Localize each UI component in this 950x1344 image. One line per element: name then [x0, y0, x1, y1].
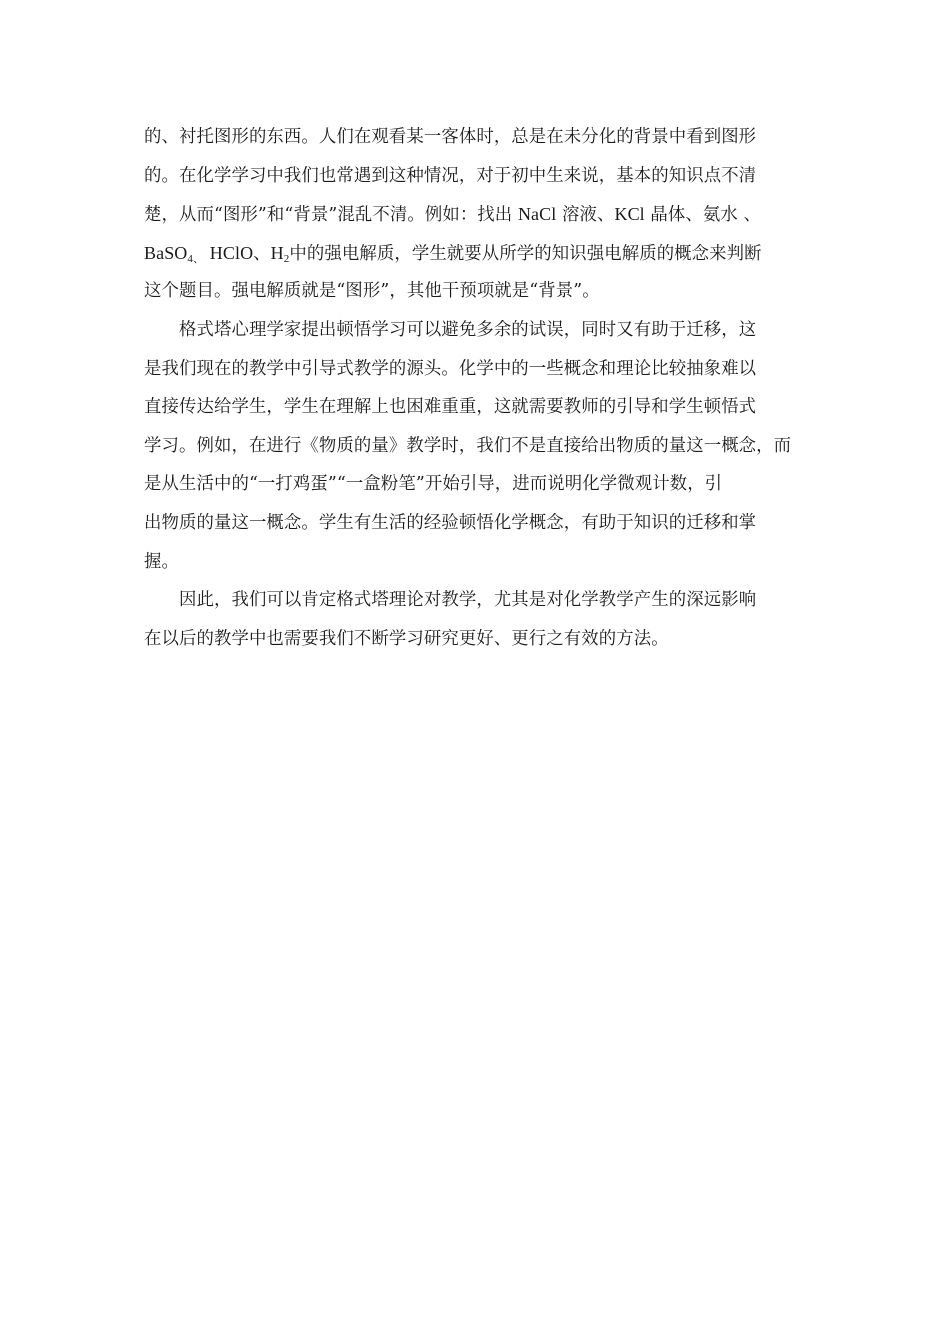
- paragraph-3-line-2: 在以后的教学中也需要我们不断学习研究更好、更行之有效的方法。: [144, 628, 669, 649]
- separator: 、: [253, 243, 271, 264]
- formula-baso4: BaSO: [144, 242, 188, 263]
- formula-hclo: HClO: [209, 242, 254, 263]
- paragraph-2-line-3: 直接传达给学生，学生在理解上也困难重重，这就需要教师的引导和学生顿悟式: [144, 397, 757, 418]
- paragraph-2-line-7: 握。: [144, 551, 179, 572]
- text-run: 楚，从而“图形”和“背景”混乱不清。例如：找出: [144, 205, 513, 226]
- paragraph-1-line-4: [144, 234, 810, 273]
- text-run: 格式塔心理学家提出顿悟学习可以避免多余的试误，同时又有助于迁移，这: [178, 319, 757, 340]
- subscript-4: 4: [187, 252, 194, 265]
- text-run: 中的强电解质，学生就要从所学的知识强电解质的概念来判断: [289, 243, 762, 264]
- body-text: [144, 118, 810, 658]
- paragraph-1-line-5: 这个题目。强电解质就是“图形”，其他干预项就是“背景”。: [144, 281, 600, 302]
- paragraph-1-line-2: 的。在化学学习中我们也常遇到这种情况，对于初中生来说，基本的知识点不清: [144, 165, 757, 186]
- subscript-2: 2: [283, 252, 290, 265]
- text-run: 因此，我们可以肯定格式塔理论对教学，尤其是对化学教学产生的深远影响: [178, 590, 757, 611]
- formula-nacl: NaCl: [517, 204, 557, 225]
- paragraph-2-line-6: 出物质的量这一概念。学生有生活的经验顿悟化学概念，有助于知识的迁移和掌: [144, 512, 757, 533]
- paragraph-2-line-1: [144, 311, 810, 350]
- formula-h2: H: [270, 242, 284, 263]
- text-run: 溶液、: [561, 205, 615, 226]
- paragraph-2-line-2: 是我们现在的教学中引导式教学的源头。化学中的一些概念和理论比较抽象难以: [144, 358, 757, 379]
- separator: 、: [193, 251, 205, 265]
- paragraph-1-line-1: 的、衬托图形的东西。人们在观看某一客体时，总是在未分化的背景中看到图形: [144, 127, 757, 147]
- paragraph-3-line-1: [144, 581, 810, 620]
- text-run: 晶体、氨水 、: [650, 205, 761, 226]
- paragraph-2-line-4: 学习。例如，在进行《物质的量》教学时，我们不是直接给出物质的量这一概念，而: [144, 435, 792, 456]
- formula-kcl: KCl: [614, 204, 645, 225]
- paragraph-2-line-5: 是从生活中的“一打鸡蛋”“一盒粉笔”开始引导，进而说明化学微观计数，引: [144, 474, 723, 495]
- paragraph-1-line-3: [144, 195, 810, 234]
